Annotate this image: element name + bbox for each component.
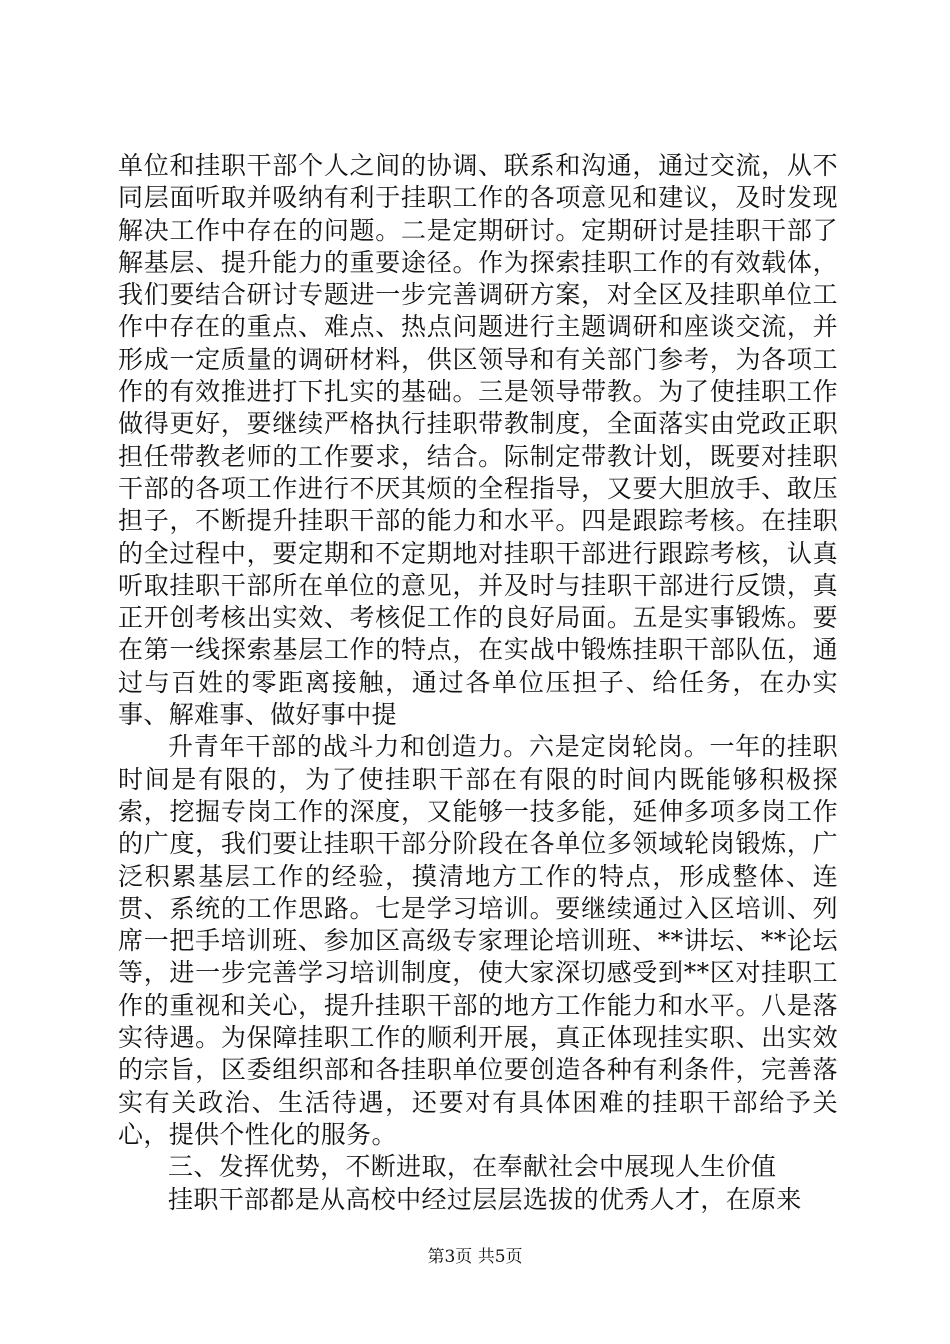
page-number-footer: 第3页 共5页: [427, 1247, 523, 1267]
section-heading: 三、发挥优势，不断进取，在奉献社会中展现人生价值: [168, 1152, 777, 1182]
paragraph-3: 挂职干部都是从高校中经过层层选拔的优秀人才，在原来: [168, 1184, 802, 1214]
paragraph-2: 升青年干部的战斗力和创造力。六是定岗轮岗。一年的挂职时间是有限的，为了使挂职干部在有限的时间内既能够积极探索，挖掘专岗工作的深度，又能够一技多能，延伸多项多岗工作的广度，我们要让挂职干部分阶段在各单位多领域轮岗锻炼，广泛积累基层工作的经验，摸清地方工作的特点，形成整体、连贯、系统的工作思路。七是学习培训。要继续通过入区培训、列席一把手培训班、参加区高级专家理论培训班、**讲坛、**论坛等，进一步完善学习培训制度，使大家深切感受到**区对挂职工作的重视和关心，提升挂职干部的地方工作能力和水平。八是落实待遇。为保障挂职工作的顺利开展，真正体现挂实职、出实效的宗旨，区委组织部和各挂职单位要创造各种有利条件，完善落实有关政治、生活待遇，还要对有具体困难的挂职干部给予关心，提供个性化的服务。: [118, 732, 838, 1149]
document-body: [118, 150, 838, 1216]
paragraph-1: 单位和挂职干部个人之间的协调、联系和沟通，通过交流，从不同层面听取并吸纳有利于挂职工作的各项意见和建议，及时发现解决工作中存在的问题。二是定期研讨。定期研讨是挂职干部了解基层、提升能力的重要途径。作为探索挂职工作的有效载体，我们要结合研讨专题进一步完善调研方案，对全区及挂职单位工作中存在的重点、难点、热点问题进行主题调研和座谈交流，并形成一定质量的调研材料，供区领导和有关部门参考，为各项工作的有效推进打下扎实的基础。三是领导带教。为了使挂职工作做得更好，要继续严格执行挂职带教制度，全面落实由党政正职担任带教老师的工作要求，结合。际制定带教计划，既要对挂职干部的各项工作进行不厌其烦的全程指导，又要大胆放手、敢压担子，不断提升挂职干部的能力和水平。四是跟踪考核。在挂职的全过程中，要定期和不定期地对挂职干部进行跟踪考核，认真听取挂职干部所在单位的意见，并及时与挂职干部进行反馈，真正开创考核出实效、考核促工作的良好局面。五是实事锻炼。要在第一线探索基层工作的特点，在实战中锻炼挂职干部队伍，通过与百姓的零距离接触，通过各单位压担子、给任务，在办实事、解难事、做好事中提: [118, 151, 838, 730]
